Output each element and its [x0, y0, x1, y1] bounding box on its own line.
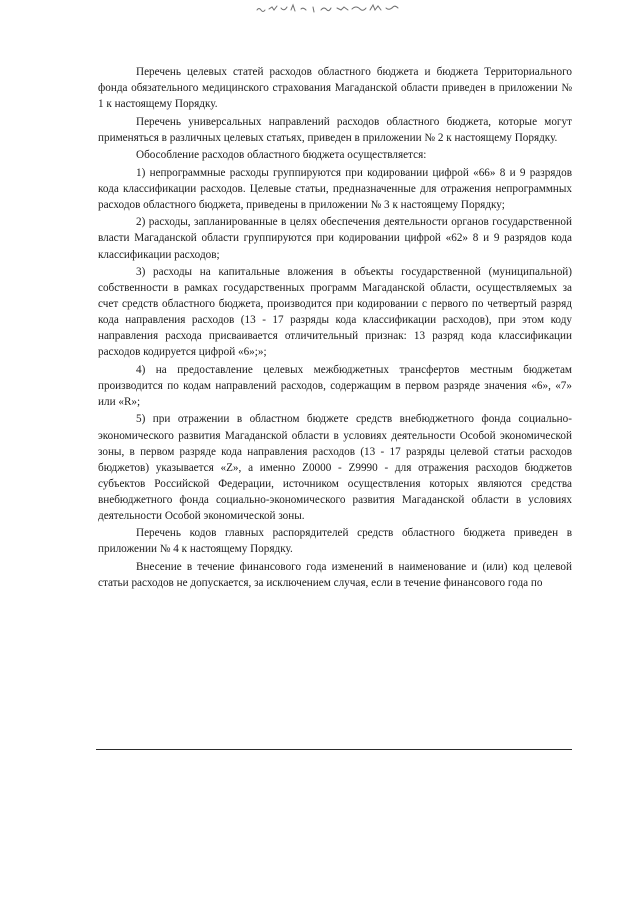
paragraph-item-3: 3) расходы на капитальные вложения в объекты государственной (муниципальной) собственности в рамках государственных программ Магаданской области, осуществляемых за счет средств областного бюджета, производится при кодировании с первого по четвертый разряд кода направления расходов (13 - 17 разряды кода классификации расходов), при этом коду направления расхода присваивается отличительный признак: 13 разряд кода классификации расходов кодируется цифрой «6»;»;: [98, 266, 572, 359]
paragraph-item-5: 5) при отражении в областном бюджете средств внебюджетного фонда социально-экономического развития Магаданской области в условиях деятельности Особой экономической зоны, в первом разряде кода направления расходов (13 - 17 разряды целевой статьи расходов бюджетов) указывается «Z», а именно Z0000 - Z9990 - для отражения расходов бюджетов субъектов Российской Федерации, источником осуществления которых являются средства внебюджетного фонда социально-экономического развития Магаданской области в условиях деятельности Особой экономической зоны.: [98, 413, 572, 522]
paragraph-separation-intro: Обособление расходов областного бюджета осуществляется:: [136, 149, 427, 162]
paragraph-item-2: 2) расходы, запланированные в целях обеспечения деятельности органов государственной власти Магаданской области группируются при кодировании цифрой «62» 8 и 9 разрядов кода классификации расходов;: [98, 216, 572, 261]
paragraph-universal-directions: Перечень универсальных направлений расходов областного бюджета, которые могут применяться в различных целевых статьях, приведен в приложении № 2 к настоящему Порядку.: [98, 115, 572, 144]
scan-header-smudge-icon: [255, 2, 405, 14]
paragraph-changes: Внесение в течение финансового года изменений в наименование и (или) код целевой статьи расходов не допускается, за исключением случая, если в течение финансового года по: [98, 560, 572, 589]
footnote-divider: [96, 749, 572, 750]
paragraph-targets-list: Перечень целевых статей расходов областного бюджета и бюджета Территориального фонда обязательного медицинского страхования Магаданской области приведен в приложении № 1 к настоящему Порядку.: [98, 66, 572, 111]
paragraph-managers-codes: Перечень кодов главных распорядителей средств областного бюджета приведен в приложении № 4 к настоящему Порядку.: [98, 527, 572, 556]
paragraph-item-4: 4) на предоставление целевых межбюджетных трансфертов местным бюджетам производится по кодам направлений расходов, содержащим в первом разряде значения «6», «7» или «R»;: [98, 363, 572, 408]
paragraph-item-1: 1) непрограммные расходы группируются при кодировании цифрой «66» 8 и 9 разрядов кода классификации расходов. Целевые статьи, предназначенные для отражения непрограммных расходов областного бюджета, приведены в приложении № 3 к настоящему Порядку;: [98, 166, 572, 211]
document-body: [98, 64, 572, 593]
